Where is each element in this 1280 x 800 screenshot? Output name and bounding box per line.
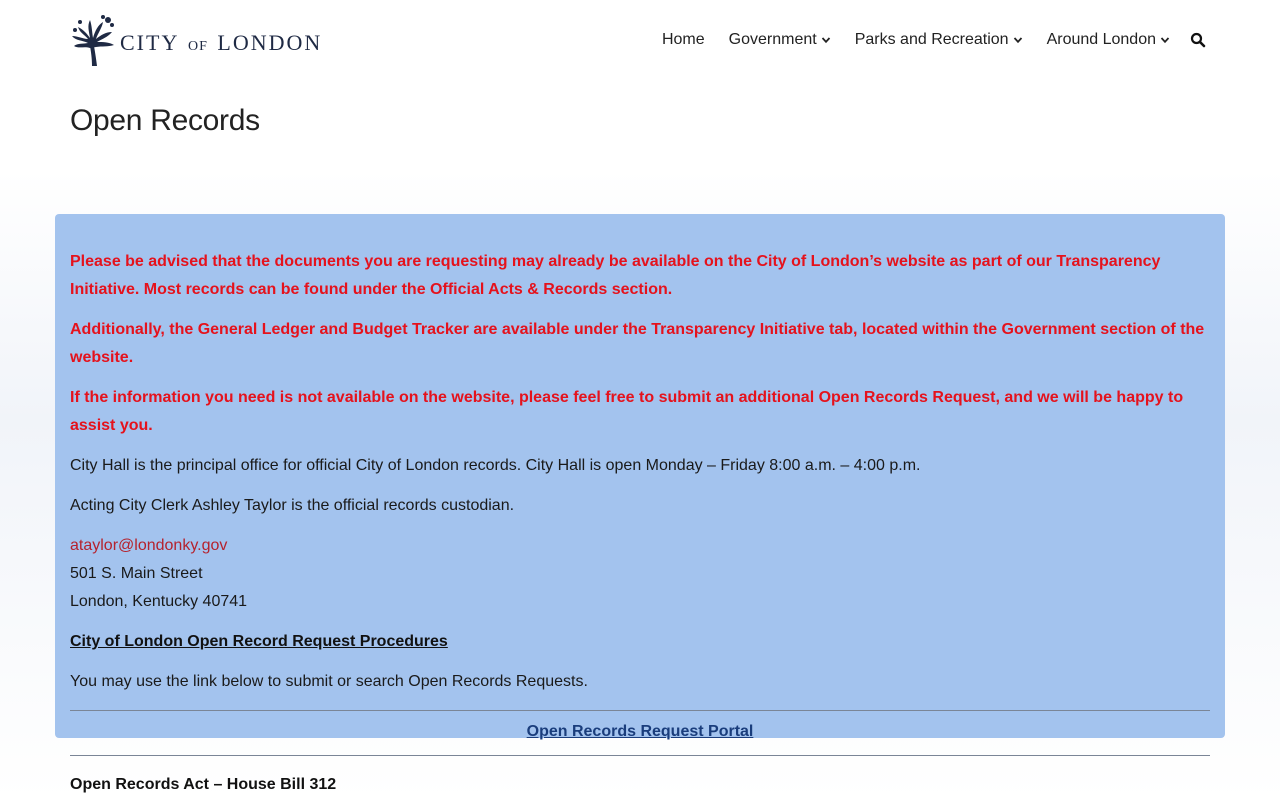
city-logo-link[interactable] — [70, 12, 322, 68]
logo-wordmark — [120, 30, 322, 56]
site-header — [0, 0, 1280, 80]
notice-paragraph-request: If the information you need is not available on the website, please feel free to submit an additional Open Records Request, and we will be happy to assist you. — [70, 389, 1184, 434]
chevron-down-icon — [1013, 35, 1023, 45]
city-hall-hours: City Hall is the principal office for official City of London records. City Hall is open Monday – Friday 8:00 a.m. – 4:00 p.m. — [70, 457, 921, 474]
records-custodian: Acting City Clerk Ashley Taylor is the official records custodian. — [70, 497, 515, 514]
address-street: 501 S. Main Street — [70, 565, 203, 582]
nav-item-around-london[interactable] — [1047, 31, 1170, 49]
procedures-link[interactable]: City of London Open Record Request Procedures — [70, 633, 448, 650]
search-icon[interactable] — [1190, 32, 1206, 48]
nav-item-government[interactable] — [729, 31, 831, 49]
tree-logo-icon — [70, 12, 118, 68]
nav-item-label: Parks and Recreation — [854, 31, 1009, 48]
chevron-down-icon — [1160, 35, 1170, 45]
portal-row — [70, 711, 1210, 755]
nav-item-label: Around London — [1046, 31, 1156, 48]
notice-paragraph-ledger: Additionally, the General Ledger and Budget Tracker are available under the Transparency Initiative tab, located within the Government section of the website. — [70, 321, 1205, 366]
open-records-act-heading: Open Records Act – House Bill 312 — [70, 776, 337, 793]
divider — [70, 755, 1210, 756]
procedures-paragraph — [70, 628, 1210, 656]
address-city: London, Kentucky 40741 — [70, 593, 248, 610]
open-records-panel — [55, 214, 1225, 738]
nav-item-parks-and-recreation[interactable] — [855, 31, 1023, 49]
chevron-down-icon — [821, 35, 831, 45]
nav-item-label: Home — [661, 31, 705, 48]
portal-intro: You may use the link below to submit or search Open Records Requests. — [70, 673, 588, 690]
nav-item-label: Government — [728, 31, 817, 48]
page-title: Open Records — [70, 104, 260, 137]
nav-item-home[interactable] — [662, 31, 705, 49]
open-records-portal-link[interactable]: Open Records Request Portal — [526, 723, 754, 740]
main-nav — [662, 26, 1206, 54]
notice-paragraph-transparency: Please be advised that the documents you are requesting may already be available on the City of London’s website as part of our Transparency Initiative. Most records can be found under the Official Acts & Records section. — [70, 253, 1161, 298]
contact-block — [70, 532, 1210, 616]
logo-text-city: CITY — [120, 30, 179, 55]
logo-text-of: OF — [188, 39, 208, 54]
logo-text-london: LONDON — [217, 30, 323, 55]
email-link[interactable]: ataylor@londonky.gov — [70, 537, 228, 554]
